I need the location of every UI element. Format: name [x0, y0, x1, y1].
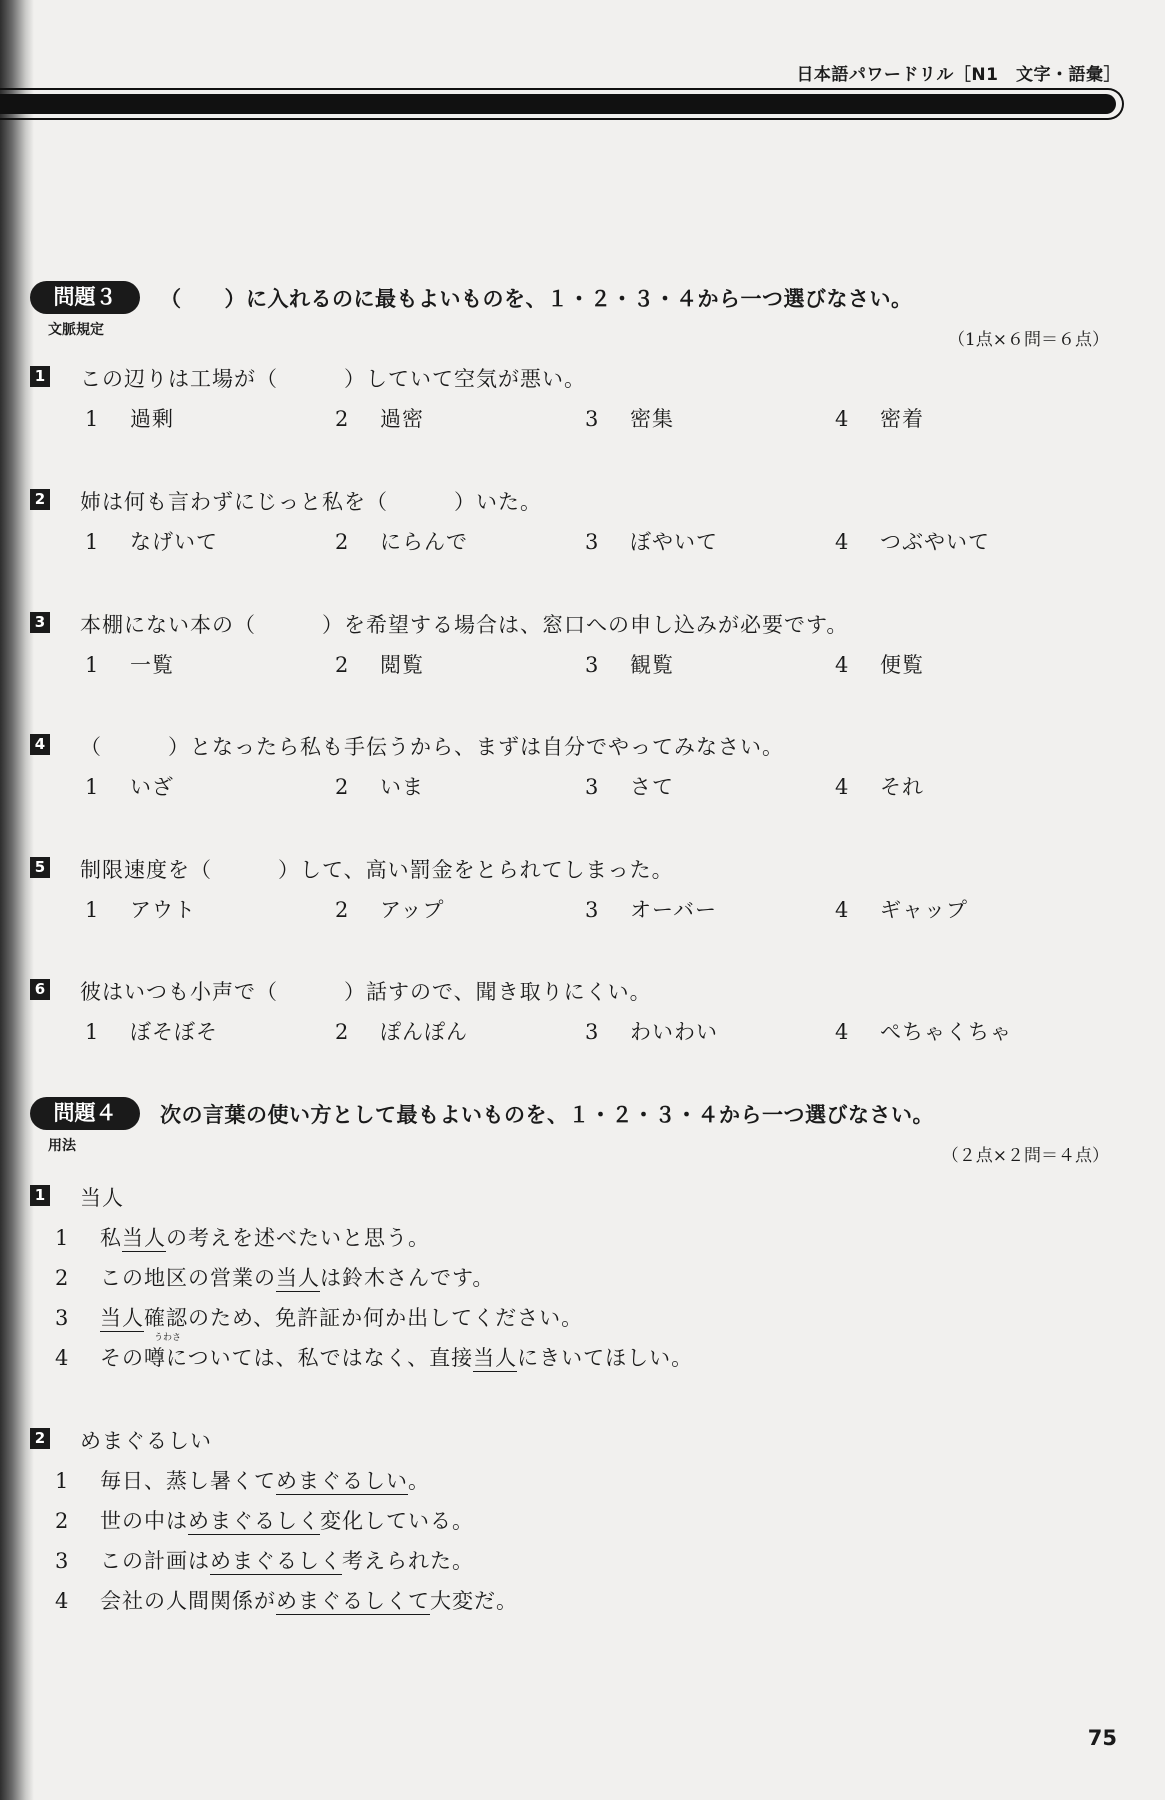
- answer-option[interactable]: [585, 403, 674, 433]
- answer-option[interactable]: [85, 526, 218, 556]
- option-text-after: は鈴木さんです。: [320, 1266, 495, 1290]
- option-text-after: 確認のため、免許証か何か出してください。: [144, 1306, 584, 1330]
- question-number: 6: [30, 979, 50, 1000]
- option-number: 3: [585, 653, 600, 677]
- answer-option[interactable]: [585, 1016, 718, 1046]
- question-text: この辺りは工場が（ ）していて空気が悪い。: [80, 367, 586, 391]
- option-text-after: 考えられた。: [342, 1549, 474, 1573]
- underlined-word: めまぐるしくて: [276, 1589, 430, 1613]
- underlined-word: 当人: [100, 1306, 144, 1330]
- section3-score: （1点×６問＝６点）: [947, 330, 1109, 350]
- option-text: さて: [630, 775, 674, 799]
- usage-option[interactable]: [55, 1465, 430, 1495]
- option-number: 1: [85, 530, 100, 554]
- question-text: 本棚にない本の（ ）を希望する場合は、窓口への申し込みが必要です。: [80, 613, 849, 637]
- answer-option[interactable]: [335, 403, 424, 433]
- question-text: 彼はいつも小声で（ ）話すので、聞き取りにくい。: [80, 980, 652, 1004]
- option-text: アウト: [130, 898, 196, 922]
- option-text: ぺちゃくちゃ: [880, 1020, 1012, 1044]
- option-number: 1: [85, 775, 100, 799]
- question-number: 1: [30, 1185, 50, 1206]
- option-text: アップ: [380, 898, 445, 922]
- option-text-before: その噂については、私ではなく、直接: [100, 1346, 474, 1370]
- section4-instruction: 次の言葉の使い方として最もよいものを、１・２・３・４から一つ選びなさい。: [160, 1103, 934, 1127]
- option-number: 3: [585, 1020, 600, 1044]
- option-text: 過剰: [130, 407, 174, 431]
- option-number: 2: [335, 898, 350, 922]
- answer-option[interactable]: [85, 771, 174, 801]
- answer-option[interactable]: [835, 894, 968, 924]
- option-number: 3: [55, 1306, 70, 1330]
- question-number: 4: [30, 734, 50, 755]
- usage-option[interactable]: [55, 1333, 694, 1372]
- usage-option[interactable]: [55, 1585, 518, 1615]
- option-text: 観覧: [630, 653, 674, 677]
- answer-options: [85, 526, 1085, 556]
- option-number: 1: [85, 407, 100, 431]
- answer-options: [85, 894, 1085, 924]
- option-text: 閲覧: [380, 653, 424, 677]
- question-text: （ ）となったら私も手伝うから、まずは自分でやってみなさい。: [80, 735, 784, 759]
- answer-option[interactable]: [585, 771, 674, 801]
- answer-option[interactable]: [835, 771, 924, 801]
- answer-option[interactable]: [835, 403, 924, 433]
- option-text: つぶやいて: [880, 530, 990, 554]
- option-number: 4: [55, 1346, 70, 1370]
- answer-option[interactable]: [835, 649, 924, 679]
- option-text: にらんで: [380, 530, 468, 554]
- answer-option[interactable]: [335, 649, 424, 679]
- answer-option[interactable]: [335, 526, 468, 556]
- answer-option[interactable]: [85, 649, 174, 679]
- option-number: 3: [55, 1549, 70, 1573]
- answer-options: [85, 771, 1085, 801]
- answer-option[interactable]: [835, 1016, 1012, 1046]
- option-text: 密集: [630, 407, 674, 431]
- option-number: 2: [55, 1509, 70, 1533]
- option-number: 3: [585, 898, 600, 922]
- page-gutter-shadow: [0, 0, 34, 1800]
- answer-options: [85, 1016, 1085, 1046]
- option-text-before: 私: [100, 1226, 122, 1250]
- page-number: 75: [1087, 1726, 1117, 1750]
- option-text-after: 変化している。: [320, 1509, 474, 1533]
- option-number: 4: [835, 1020, 850, 1044]
- question-word: めまぐるしい: [80, 1429, 212, 1453]
- option-number: 2: [335, 407, 350, 431]
- option-text: わいわい: [630, 1020, 718, 1044]
- usage-option[interactable]: [55, 1302, 583, 1332]
- option-number: 1: [85, 653, 100, 677]
- usage-option[interactable]: [55, 1262, 494, 1292]
- option-text-before: この地区の営業の: [100, 1266, 276, 1290]
- underlined-word: 当人: [276, 1266, 320, 1290]
- option-number: 4: [835, 653, 850, 677]
- option-number: 2: [55, 1266, 70, 1290]
- option-text-after: にきいてほしい。: [517, 1346, 694, 1370]
- question-number: 1: [30, 366, 50, 387]
- option-text-after: 大変だ。: [430, 1589, 518, 1613]
- section4-score: （２点×２問＝４点）: [941, 1146, 1109, 1166]
- option-number: 4: [835, 530, 850, 554]
- option-number: 4: [55, 1589, 70, 1613]
- option-text: 密着: [880, 407, 924, 431]
- usage-option[interactable]: [55, 1222, 430, 1252]
- option-text: ぼそぼそ: [130, 1020, 218, 1044]
- question-number: 2: [30, 1428, 50, 1449]
- answer-option[interactable]: [85, 403, 174, 433]
- underlined-word: めまぐるしく: [210, 1549, 342, 1573]
- option-text: 便覧: [880, 653, 924, 677]
- answer-option[interactable]: [335, 771, 424, 801]
- option-number: 2: [335, 1020, 350, 1044]
- underlined-word: 当人: [473, 1346, 518, 1370]
- option-number: 4: [835, 407, 850, 431]
- header-bar: [0, 94, 1116, 114]
- option-number: 1: [55, 1469, 70, 1493]
- usage-option[interactable]: [55, 1505, 474, 1535]
- answer-option[interactable]: [835, 526, 990, 556]
- question-text: 制限速度を（ ）して、高い罰金をとられてしまった。: [80, 858, 674, 882]
- option-text: ぼやいて: [630, 530, 718, 554]
- answer-option[interactable]: [335, 894, 445, 924]
- option-text: いざ: [130, 775, 174, 799]
- option-text: なげいて: [130, 530, 218, 554]
- section3-badge: 問題３: [30, 281, 140, 314]
- option-number: 4: [835, 898, 850, 922]
- answer-option[interactable]: [585, 526, 718, 556]
- section3-subtitle: 文脈規定: [48, 322, 104, 338]
- answer-options: [85, 649, 1085, 679]
- option-text: いま: [380, 775, 424, 799]
- furigana: うわさ: [154, 1333, 182, 1343]
- answer-option[interactable]: [85, 1016, 218, 1046]
- underlined-word: めまぐるしく: [188, 1509, 320, 1533]
- option-text: それ: [880, 775, 924, 799]
- section3-header: [30, 281, 1110, 350]
- section4-subtitle: 用法: [48, 1138, 76, 1154]
- answer-option[interactable]: [585, 649, 674, 679]
- option-text: オーバー: [630, 898, 717, 922]
- underlined-word: 当人: [122, 1226, 166, 1250]
- option-number: 2: [335, 530, 350, 554]
- option-text: ぽんぽん: [380, 1020, 468, 1044]
- answer-option[interactable]: [335, 1016, 468, 1046]
- book-title: 日本語パワードリル［N1 文字・語彙］: [796, 65, 1121, 85]
- option-text: 一覧: [130, 653, 174, 677]
- answer-option[interactable]: [585, 894, 717, 924]
- option-text: 過密: [380, 407, 424, 431]
- option-number: 2: [335, 775, 350, 799]
- answer-options: [85, 403, 1085, 433]
- section3-instruction: （ ）に入れるのに最もよいものを、１・２・３・４から一つ選びなさい。: [160, 287, 913, 311]
- usage-option[interactable]: [55, 1545, 474, 1575]
- option-number: 3: [585, 407, 600, 431]
- option-text-before: 世の中は: [100, 1509, 188, 1533]
- option-number: 4: [835, 775, 850, 799]
- section4-header: [30, 1097, 1110, 1166]
- option-number: 1: [85, 1020, 100, 1044]
- question-number: 5: [30, 857, 50, 878]
- option-text-before: 会社の人間関係が: [100, 1589, 276, 1613]
- answer-option[interactable]: [85, 894, 196, 924]
- option-number: 1: [85, 898, 100, 922]
- option-text-before: この計画は: [100, 1549, 210, 1573]
- option-number: 3: [585, 530, 600, 554]
- question-number: 3: [30, 612, 50, 633]
- question-word: 当人: [80, 1186, 124, 1210]
- option-text-after: 。: [408, 1469, 430, 1493]
- option-number: 2: [335, 653, 350, 677]
- option-number: 1: [55, 1226, 70, 1250]
- underlined-word: めまぐるしい: [276, 1469, 408, 1493]
- option-text: ギャップ: [880, 898, 968, 922]
- question-text: 姉は何も言わずにじっと私を（ ）いた。: [80, 490, 542, 514]
- option-text-before: 毎日、蒸し暑くて: [100, 1469, 276, 1493]
- question-number: 2: [30, 489, 50, 510]
- option-text-after: の考えを述べたいと思う。: [166, 1226, 430, 1250]
- option-number: 3: [585, 775, 600, 799]
- section4-badge: 問題４: [30, 1097, 140, 1130]
